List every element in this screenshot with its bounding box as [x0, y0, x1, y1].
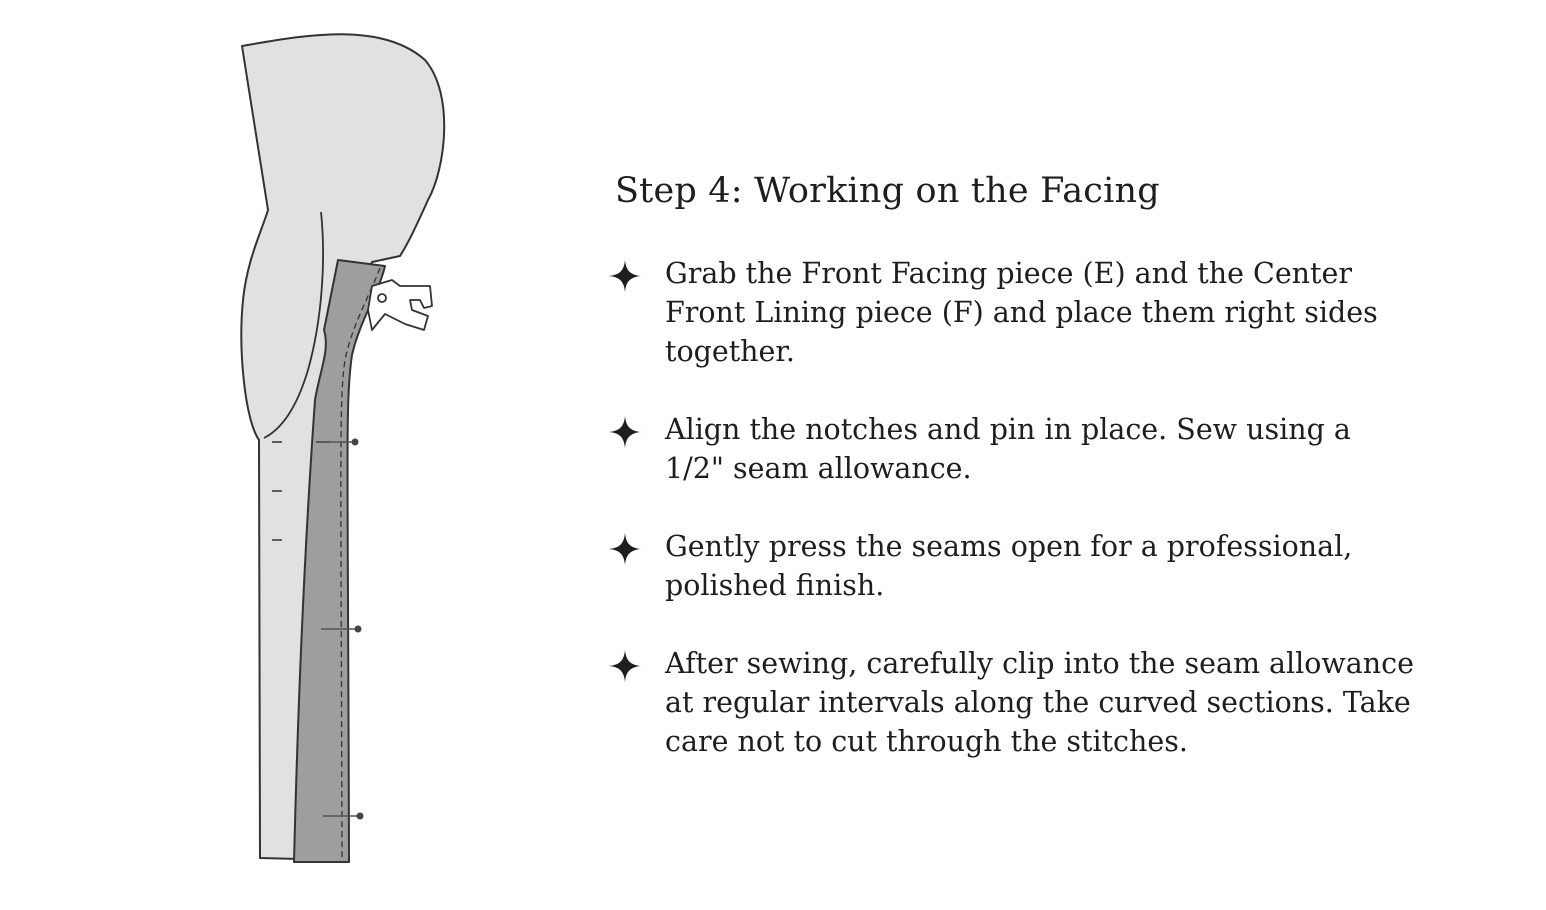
four-point-star-icon	[607, 258, 643, 294]
step-text: Align the notches and pin in place. Sew using a 1/2" seam allowance.	[665, 413, 1351, 485]
step-title: Step 4: Working on the Facing	[615, 171, 1160, 211]
list-item	[615, 644, 1415, 761]
list-item	[615, 527, 1415, 605]
four-point-star-icon	[607, 414, 643, 450]
four-point-star-icon	[607, 648, 643, 684]
list-item	[615, 254, 1415, 371]
sewing-illustration	[220, 30, 460, 880]
step-text: Gently press the seams open for a professional, polished finish.	[665, 530, 1353, 602]
step-text: After sewing, carefully clip into the seam allowance at regular intervals along the curved sections. Take care not to cut through the stitches.	[665, 647, 1414, 758]
four-point-star-icon	[607, 531, 643, 567]
presser-foot-icon	[368, 280, 432, 330]
list-item	[615, 410, 1415, 488]
step-text: Grab the Front Facing piece (E) and the Center Front Lining piece (F) and place them right sides together.	[665, 257, 1378, 368]
step-list	[615, 254, 1475, 761]
instructions-panel	[615, 168, 1475, 800]
